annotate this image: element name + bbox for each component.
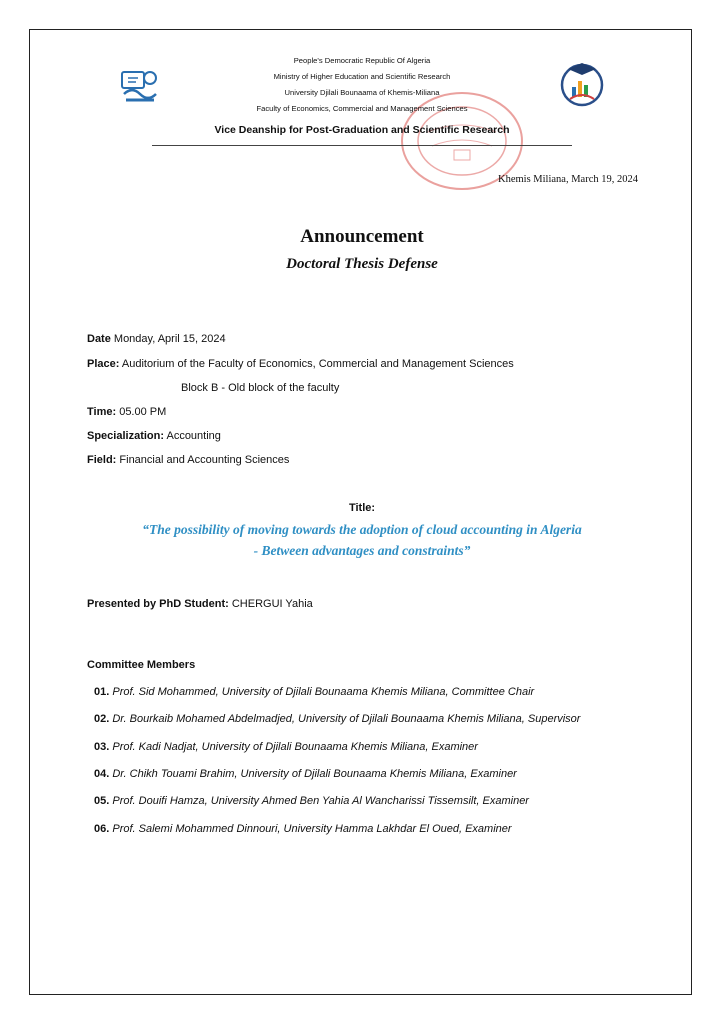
- place-value-block: Block B - Old block of the faculty: [181, 382, 340, 394]
- date-label: Date: [87, 333, 111, 345]
- member-text: Prof. Salemi Mohammed Dinnouri, University Hamma Lakhdar El Oued, Examiner: [109, 823, 512, 835]
- announcement-subtitle: Doctoral Thesis Defense: [286, 256, 438, 272]
- header-ministry: Ministry of Higher Education and Scientific Research: [273, 72, 451, 81]
- student-name: CHERGUI Yahia: [228, 598, 313, 610]
- member-text: Prof. Sid Mohammed, University of Djilali Bounaama Khemis Miliana, Committee Chair: [109, 686, 535, 698]
- field-value: Financial and Accounting Sciences: [116, 454, 290, 466]
- member-number: 05.: [94, 795, 110, 807]
- header-country: People's Democratic Republic Of Algeria: [293, 56, 431, 65]
- detail-field: [87, 454, 289, 466]
- committee-member: [94, 713, 580, 725]
- committee-member: [94, 686, 534, 698]
- header-university: University Djilali Bounaama of Khemis-Miliana: [284, 88, 440, 97]
- detail-time: [87, 406, 166, 418]
- thesis-title-label: Title:: [348, 502, 376, 514]
- announcement-title: Announcement: [300, 226, 424, 247]
- specialization-label: Specialization:: [87, 430, 165, 442]
- place-value: Auditorium of the Faculty of Economics, Commercial and Management Sciences: [119, 358, 514, 370]
- committee-member: [94, 823, 512, 835]
- member-text: Prof. Douifi Hamza, University Ahmed Ben Yahia Al Wancharissi Tissemsilt, Examiner: [109, 795, 529, 807]
- specialization-value: Accounting: [164, 430, 221, 442]
- detail-specialization: [87, 430, 221, 442]
- presented-label: Presented by PhD Student:: [87, 598, 229, 610]
- field-label: Field:: [87, 454, 117, 466]
- header-faculty: Faculty of Economics, Commercial and Management Sciences: [256, 104, 468, 113]
- vice-deanship-heading: Vice Deanship for Post-Graduation and Scientific Research: [214, 124, 510, 136]
- member-number: 06.: [94, 823, 110, 835]
- issue-date: Khemis Miliana, March 19, 2024: [498, 174, 638, 185]
- header-divider: [152, 145, 572, 146]
- committee-member: [94, 741, 478, 753]
- thesis-title-line1: “The possibility of moving towards the adoption of cloud accounting in Algeria: [142, 522, 582, 537]
- member-text: Dr. Chikh Touami Brahim, University of Djilali Bounaama Khemis Miliana, Examiner: [109, 768, 517, 780]
- thesis-title-line2: - Between advantages and constraints”: [253, 543, 471, 558]
- detail-date: [87, 333, 226, 345]
- place-label: Place:: [87, 358, 120, 370]
- committee-member: [94, 795, 529, 807]
- time-label: Time:: [87, 406, 117, 418]
- date-value: Monday, April 15, 2024: [110, 333, 226, 345]
- member-number: 02.: [94, 713, 110, 725]
- presented-by: [87, 598, 313, 610]
- detail-place: [87, 358, 514, 370]
- committee-heading: Committee Members: [87, 659, 196, 671]
- member-number: 01.: [94, 686, 110, 698]
- time-value: 05.00 PM: [116, 406, 167, 418]
- member-text: Dr. Bourkaib Mohamed Abdelmadjed, University of Djilali Bounaama Khemis Miliana, Supervisor: [109, 713, 581, 725]
- member-number: 04.: [94, 768, 110, 780]
- committee-member: [94, 768, 517, 780]
- member-number: 03.: [94, 741, 110, 753]
- member-text: Prof. Kadi Nadjat, University of Djilali Bounaama Khemis Miliana, Examiner: [109, 741, 478, 753]
